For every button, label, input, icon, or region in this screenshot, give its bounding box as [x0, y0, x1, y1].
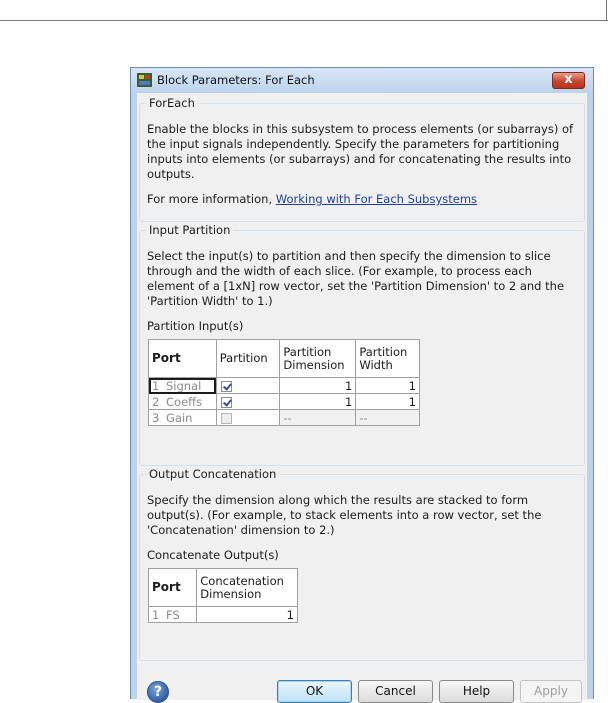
- port-cell[interactable]: 3 Gain: [149, 410, 217, 426]
- more-info-prefix: For more information,: [147, 192, 273, 206]
- table-row[interactable]: [149, 378, 420, 394]
- ok-button[interactable]: OK: [277, 680, 352, 703]
- foreach-legend: ForEach: [146, 96, 198, 110]
- foreach-description: Enable the blocks in this subsystem to process elements (or subarrays) of the input signals independently. Specify the parameters for partitioning inputs into elements (or subarrays) and for concatenating the results into outputs.: [147, 122, 574, 181]
- close-icon: x: [564, 72, 573, 87]
- column-header-partition-width: Partition Width: [356, 340, 420, 378]
- partition-dimension-cell[interactable]: 1: [280, 378, 356, 394]
- input-partition-description: Select the input(s) to partition and then specify the dimension to slice through and the width of each slice. (For example, to process each element of a [1xN] row vector, set the 'Partition Dimension' to 2 and the 'Partition Width' to 1.): [147, 249, 565, 308]
- partition-checkbox[interactable]: [221, 413, 232, 424]
- partition-inputs-label: Partition Input(s): [147, 319, 244, 333]
- partition-cell[interactable]: [216, 394, 280, 410]
- table-row[interactable]: [149, 607, 298, 623]
- dialog-content: [137, 93, 587, 700]
- column-header-port: Port: [149, 340, 217, 378]
- partition-inputs-table: [148, 339, 420, 426]
- concatenate-outputs-table: [148, 568, 298, 623]
- partition-checkbox[interactable]: [221, 381, 232, 392]
- block-parameters-dialog: [130, 67, 594, 699]
- block-parameters-icon: [137, 73, 152, 87]
- foreach-group: [139, 96, 585, 222]
- partition-dimension-cell[interactable]: 1: [280, 394, 356, 410]
- partition-width-cell[interactable]: 1: [356, 378, 420, 394]
- output-concatenation-description: Specify the dimension along which the results are stacked to form output(s). (For example, to stack elements into a row vector, set the 'Concatenation' dimension to 2.): [147, 493, 542, 537]
- column-header-partition-dimension: Partition Dimension: [280, 340, 356, 378]
- title-bar[interactable]: [131, 68, 593, 93]
- port-cell[interactable]: 1 Signal: [149, 378, 217, 394]
- partition-cell[interactable]: [216, 410, 280, 426]
- port-cell[interactable]: 2 Coeffs: [149, 394, 217, 410]
- output-concatenation-group: [139, 467, 585, 661]
- table-row[interactable]: [149, 410, 420, 426]
- more-info-line: [147, 192, 579, 207]
- help-button[interactable]: Help: [439, 680, 514, 703]
- partition-checkbox[interactable]: [221, 397, 232, 408]
- working-with-for-each-link[interactable]: Working with For Each Subsystems: [275, 192, 478, 206]
- input-partition-group: [139, 223, 585, 466]
- partition-cell[interactable]: [216, 378, 280, 394]
- column-header-port: Port: [149, 569, 197, 607]
- partition-dimension-cell: --: [280, 410, 356, 426]
- table-row[interactable]: [149, 394, 420, 410]
- concatenate-outputs-label: Concatenate Output(s): [147, 548, 279, 562]
- top-divider-line: [0, 20, 608, 21]
- cancel-button[interactable]: Cancel: [358, 680, 433, 703]
- column-header-concatenation-dimension: Concatenation Dimension: [197, 569, 298, 607]
- question-mark-icon[interactable]: ?: [147, 681, 169, 703]
- partition-width-cell: --: [356, 410, 420, 426]
- concatenation-dimension-cell[interactable]: 1: [197, 607, 298, 623]
- apply-button[interactable]: Apply: [520, 680, 582, 703]
- top-divider-tick: [606, 0, 607, 21]
- output-concatenation-legend: Output Concatenation: [146, 467, 279, 481]
- close-button[interactable]: [552, 72, 585, 89]
- column-header-partition: Partition: [216, 340, 280, 378]
- partition-width-cell[interactable]: 1: [356, 394, 420, 410]
- input-partition-legend: Input Partition: [146, 223, 233, 237]
- port-cell[interactable]: 1 FS: [149, 607, 197, 623]
- dialog-title: Block Parameters: For Each: [157, 73, 315, 87]
